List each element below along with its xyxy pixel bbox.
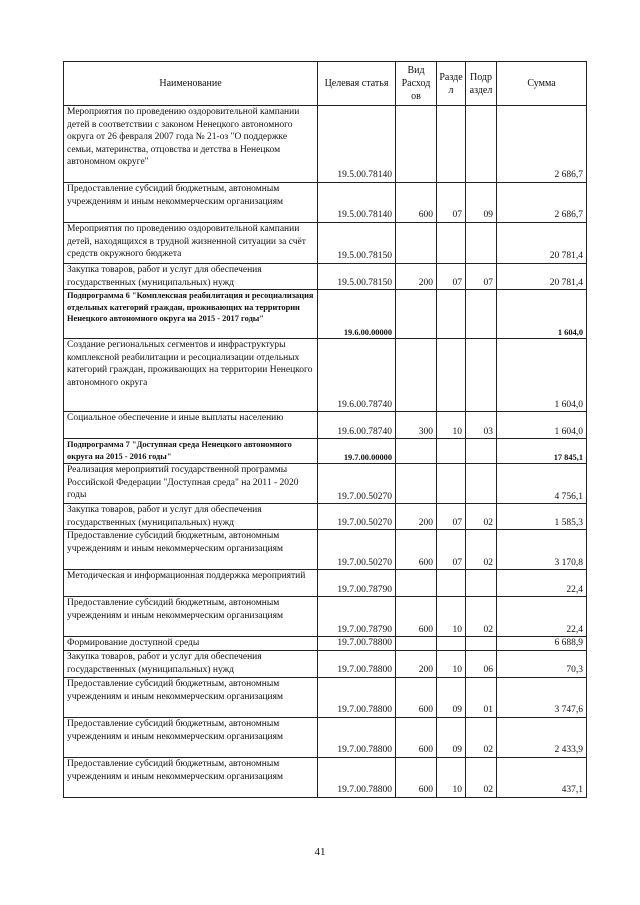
cell-name: Предоставление субсидий бюджетным, автономным учреждениям и иным некоммерческим организациям xyxy=(64,597,318,637)
page-number: 41 xyxy=(314,846,326,858)
cell-target: 19.5.00.78140 xyxy=(318,183,396,223)
cell-section xyxy=(437,464,466,504)
cell-target: 19.7.00.78800 xyxy=(318,637,396,651)
cell-subsection: 02 xyxy=(466,530,497,570)
table-row xyxy=(64,290,587,339)
cell-name: Закупка товаров, работ и услуг для обеспечения государственных (муниципальных) нужд xyxy=(64,650,318,677)
cell-kind xyxy=(396,290,437,339)
cell-section: 07 xyxy=(437,504,466,530)
budget-table xyxy=(63,61,587,798)
cell-section: 07 xyxy=(437,264,466,290)
table-row xyxy=(64,106,587,183)
cell-sum: 2 433,9 xyxy=(497,717,587,757)
table-row xyxy=(64,183,587,223)
cell-kind: 600 xyxy=(396,183,437,223)
cell-kind: 300 xyxy=(396,412,437,439)
cell-kind: 200 xyxy=(396,504,437,530)
cell-target: 19.6.00.78740 xyxy=(318,339,396,412)
cell-sum: 17 845,1 xyxy=(497,439,587,464)
cell-sum: 20 781,4 xyxy=(497,264,587,290)
cell-section xyxy=(437,570,466,597)
cell-section xyxy=(437,106,466,183)
cell-sum: 70,3 xyxy=(497,650,587,677)
cell-kind: 600 xyxy=(396,530,437,570)
cell-section xyxy=(437,290,466,339)
cell-kind xyxy=(396,637,437,651)
cell-target: 19.7.00.78800 xyxy=(318,677,396,717)
cell-name: Методическая и информационная поддержка мероприятий xyxy=(64,570,318,597)
table-row xyxy=(64,650,587,677)
cell-subsection xyxy=(466,570,497,597)
cell-sum: 6 688,9 xyxy=(497,637,587,651)
cell-name: Предоставление субсидий бюджетным, автономным учреждениям и иным некоммерческим организациям xyxy=(64,717,318,757)
cell-target: 19.6.00.00000 xyxy=(318,290,396,339)
table-row xyxy=(64,223,587,264)
table-row xyxy=(64,464,587,504)
cell-kind: 600 xyxy=(396,597,437,637)
cell-section: 09 xyxy=(437,677,466,717)
table-row xyxy=(64,677,587,717)
cell-sum: 22,4 xyxy=(497,570,587,597)
cell-sum: 3 170,8 xyxy=(497,530,587,570)
cell-kind xyxy=(396,106,437,183)
cell-kind xyxy=(396,570,437,597)
cell-name: Мероприятия по проведению оздоровительной кампании детей в соответствии с законом Ненецкого автономного округа от 26 февраля 2007 года № 21-оз "О поддержке семьи, материнства, отцовства и детства в Ненецком автономном округе" xyxy=(64,106,318,183)
header-name: Наименование xyxy=(64,62,318,106)
cell-sum: 2 686,7 xyxy=(497,106,587,183)
cell-kind xyxy=(396,464,437,504)
cell-subsection xyxy=(466,637,497,651)
cell-subsection: 02 xyxy=(466,717,497,757)
cell-target: 19.5.00.78150 xyxy=(318,223,396,264)
cell-sum: 4 756,1 xyxy=(497,464,587,504)
cell-subsection xyxy=(466,223,497,264)
cell-kind: 600 xyxy=(396,757,437,797)
cell-section: 07 xyxy=(437,530,466,570)
cell-subsection: 03 xyxy=(466,412,497,439)
cell-section xyxy=(437,637,466,651)
header-target: Целевая статья xyxy=(318,62,396,106)
cell-kind xyxy=(396,339,437,412)
cell-name: Предоставление субсидий бюджетным, автономным учреждениям и иным некоммерческим организациям xyxy=(64,757,318,797)
cell-target: 19.7.00.50270 xyxy=(318,530,396,570)
cell-name: Формирование доступной среды xyxy=(64,637,318,651)
cell-subsection xyxy=(466,439,497,464)
cell-section: 10 xyxy=(437,597,466,637)
cell-name: Закупка товаров, работ и услуг для обеспечения государственных (муниципальных) нужд xyxy=(64,264,318,290)
cell-section xyxy=(437,339,466,412)
cell-section: 09 xyxy=(437,717,466,757)
cell-section: 10 xyxy=(437,650,466,677)
table-row xyxy=(64,597,587,637)
table-row xyxy=(64,757,587,797)
cell-name: Предоставление субсидий бюджетным, автономным учреждениям и иным некоммерческим организациям xyxy=(64,183,318,223)
cell-kind xyxy=(396,223,437,264)
cell-sum: 22,4 xyxy=(497,597,587,637)
cell-sum: 1 604,0 xyxy=(497,339,587,412)
cell-subsection: 09 xyxy=(466,183,497,223)
cell-name: Мероприятия по проведению оздоровительной кампании детей, находящихся в трудной жизненной ситуации за счёт средств окружного бюджета xyxy=(64,223,318,264)
cell-section xyxy=(437,223,466,264)
cell-name: Реализация мероприятий государственной программы Российской Федерации "Доступная среда" на 2011 - 2020 годы xyxy=(64,464,318,504)
table-row xyxy=(64,412,587,439)
header-sum: Сумма xyxy=(497,62,587,106)
cell-subsection: 02 xyxy=(466,597,497,637)
cell-section: 10 xyxy=(437,412,466,439)
cell-subsection: 02 xyxy=(466,504,497,530)
cell-target: 19.7.00.50270 xyxy=(318,504,396,530)
cell-kind: 200 xyxy=(396,264,437,290)
header-subsection: Подр аздел xyxy=(466,62,497,106)
cell-sum: 2 686,7 xyxy=(497,183,587,223)
cell-name: Подпрограмма 6 "Комплексная реабилитация и ресоциализация отдельных категорий граждан, проживающих на территории Ненецкого автономного округа на 2015 - 2017 годы" xyxy=(64,290,318,339)
cell-target: 19.7.00.00000 xyxy=(318,439,396,464)
table-row xyxy=(64,530,587,570)
table-header-row xyxy=(64,62,587,106)
cell-sum: 1 585,3 xyxy=(497,504,587,530)
cell-kind: 600 xyxy=(396,677,437,717)
cell-sum: 3 747,6 xyxy=(497,677,587,717)
cell-target: 19.5.00.78150 xyxy=(318,264,396,290)
header-kind: Вид Расход ов xyxy=(396,62,437,106)
cell-subsection xyxy=(466,106,497,183)
cell-target: 19.7.00.50270 xyxy=(318,464,396,504)
cell-subsection: 02 xyxy=(466,757,497,797)
cell-subsection xyxy=(466,290,497,339)
cell-sum: 20 781,4 xyxy=(497,223,587,264)
table-row xyxy=(64,504,587,530)
cell-sum: 1 604,0 xyxy=(497,290,587,339)
cell-target: 19.7.00.78800 xyxy=(318,717,396,757)
cell-name: Предоставление субсидий бюджетным, автономным учреждениям и иным некоммерческим организациям xyxy=(64,677,318,717)
cell-subsection: 01 xyxy=(466,677,497,717)
cell-sum: 437,1 xyxy=(497,757,587,797)
cell-target: 19.7.00.78790 xyxy=(318,597,396,637)
cell-name: Социальное обеспечение и иные выплаты населению xyxy=(64,412,318,439)
cell-target: 19.7.00.78790 xyxy=(318,570,396,597)
cell-target: 19.7.00.78800 xyxy=(318,757,396,797)
cell-target: 19.7.00.78800 xyxy=(318,650,396,677)
cell-section xyxy=(437,439,466,464)
cell-subsection: 06 xyxy=(466,650,497,677)
cell-subsection: 07 xyxy=(466,264,497,290)
cell-kind: 600 xyxy=(396,717,437,757)
cell-name: Создание региональных сегментов и инфраструктуры комплексной реабилитации и ресоциализации отдельных категорий граждан, проживающих на территории Ненецкого автономного округа xyxy=(64,339,318,412)
table-row xyxy=(64,717,587,757)
cell-name: Подпрограмма 7 "Доступная среда Ненецкого автономного округа на 2015 - 2016 годы" xyxy=(64,439,318,464)
table-row xyxy=(64,264,587,290)
table-row xyxy=(64,637,587,651)
cell-name: Закупка товаров, работ и услуг для обеспечения государственных (муниципальных) нужд xyxy=(64,504,318,530)
cell-target: 19.6.00.78740 xyxy=(318,412,396,439)
cell-subsection xyxy=(466,464,497,504)
cell-section: 07 xyxy=(437,183,466,223)
table-row xyxy=(64,570,587,597)
cell-name: Предоставление субсидий бюджетным, автономным учреждениям и иным некоммерческим организациям xyxy=(64,530,318,570)
cell-kind xyxy=(396,439,437,464)
cell-target: 19.5.00.78140 xyxy=(318,106,396,183)
table-body xyxy=(64,106,587,798)
table-row xyxy=(64,339,587,412)
cell-sum: 1 604,0 xyxy=(497,412,587,439)
cell-kind: 200 xyxy=(396,650,437,677)
cell-subsection xyxy=(466,339,497,412)
header-section: Разде л xyxy=(437,62,466,106)
table-row xyxy=(64,439,587,464)
cell-section: 10 xyxy=(437,757,466,797)
